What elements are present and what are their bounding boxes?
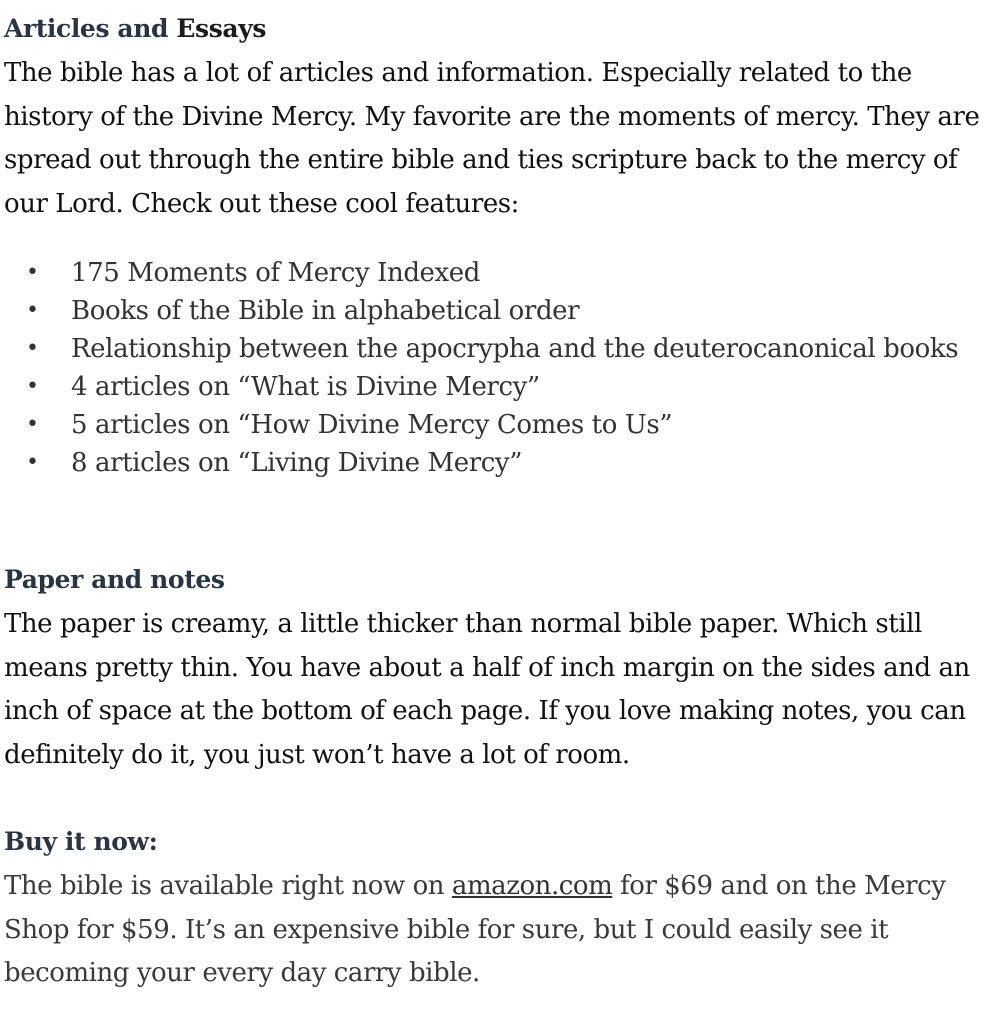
list-item-text: 175 Moments of Mercy Indexed (71, 258, 481, 288)
section-heading-buy: Buy it now: (4, 827, 158, 856)
bullet-icon: • (26, 412, 39, 437)
paper-paragraph: The paper is creamy, a little thicker than normal bible paper. Which still means pretty thin. You have about a half of inch margin on the sides and an inch of space at the bottom of each page. If you love making notes, you can definitely do it, you just won’t have a lot of room. (4, 609, 970, 770)
bullet-icon: • (26, 298, 39, 323)
heading-part-essays: Essays (176, 14, 266, 43)
list-item (4, 254, 994, 292)
bullet-icon: • (26, 336, 39, 361)
list-item (4, 330, 994, 368)
buy-text-before-link: The bible is available right now on (4, 871, 452, 901)
list-item-text: 8 articles on “Living Divine Mercy” (71, 448, 523, 478)
list-item (4, 368, 994, 406)
list-item-text: Relationship between the apocrypha and the deuterocanonical books (71, 334, 959, 364)
bullet-icon: • (26, 374, 39, 399)
section-heading-paper: Paper and notes (4, 565, 225, 594)
buy-paragraph (4, 865, 994, 996)
heading-part-articles: Articles and (4, 14, 169, 43)
list-item-text: 4 articles on “What is Divine Mercy” (71, 372, 540, 402)
list-item (4, 292, 994, 330)
features-list (4, 254, 994, 482)
amazon-link[interactable]: amazon.com (451, 871, 613, 901)
articles-paragraph: The bible has a lot of articles and information. Especially related to the history of the Divine Mercy. My favorite are the moments of mercy. They are spread out through the entire bible and ties scripture back to the mercy of our Lord. Check out these cool features: (4, 58, 980, 219)
section-heading-articles (4, 14, 266, 44)
list-item (4, 444, 994, 482)
list-item (4, 406, 994, 444)
bullet-icon: • (26, 260, 39, 285)
buy-text-after-link: for $69 and on the Mercy Shop for $59. It’s an expensive bible for sure, but I could easily see it becoming your every day carry bible. (4, 871, 946, 988)
list-item-text: Books of the Bible in alphabetical order (71, 296, 580, 326)
list-item-text: 5 articles on “How Divine Mercy Comes to Us” (71, 410, 673, 440)
bullet-icon: • (26, 450, 39, 475)
